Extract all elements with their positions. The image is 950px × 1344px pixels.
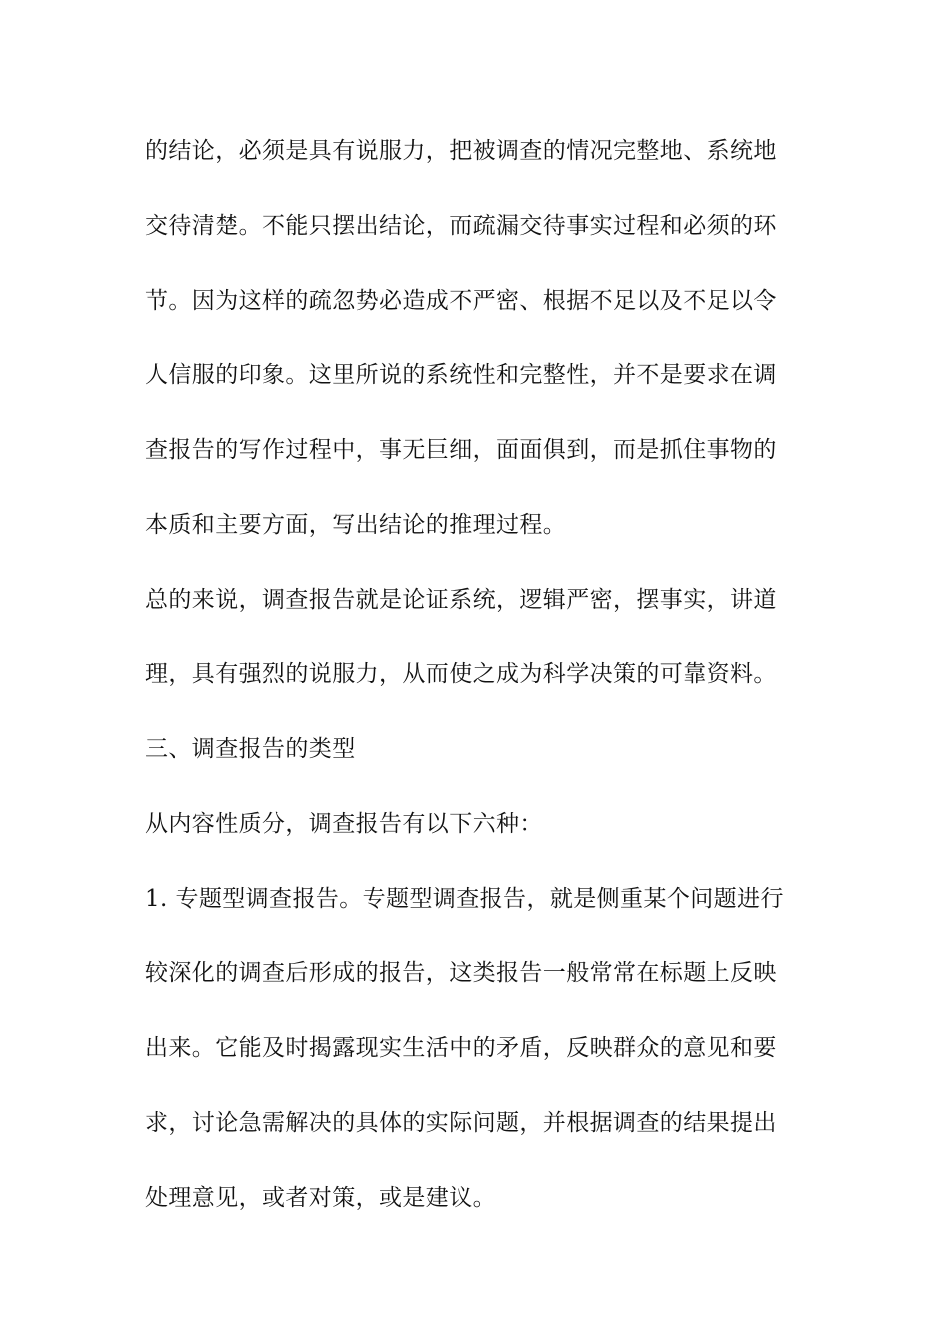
section-heading: 三、调查报告的类型 — [145, 736, 356, 762]
paragraph-line: 本质和主要方面，写出结论的推理过程。 — [145, 512, 567, 538]
paragraph-line: 人信服的印象。这里所说的系统性和完整性，并不是要求在调 — [145, 362, 777, 388]
list-item-line: 处理意见，或者对策，或是建议。 — [145, 1185, 496, 1211]
paragraph-line: 总的来说，调查报告就是论证系统，逻辑严密，摆事实，讲道 — [145, 587, 777, 613]
paragraph-line: 交待清楚。不能只摆出结论，而疏漏交待事实过程和必须的环 — [145, 213, 777, 239]
paragraph-line: 理，具有强烈的说服力，从而使之成为科学决策的可靠资料。 — [145, 661, 777, 687]
list-item-line: 求，讨论急需解决的具体的实际问题，并根据调查的结果提出 — [145, 1110, 777, 1136]
paragraph-line: 从内容性质分，调查报告有以下六种： — [145, 811, 543, 837]
paragraph-line: 查报告的写作过程中，事无巨细，面面俱到，而是抓住事物的 — [145, 437, 777, 463]
list-item-line: 出来。它能及时揭露现实生活中的矛盾，反映群众的意见和要 — [145, 1035, 777, 1061]
list-item-line: 较深化的调查后形成的报告，这类报告一般常常在标题上反映 — [145, 960, 777, 986]
paragraph-line: 节。因为这样的疏忽势必造成不严密、根据不足以及不足以令 — [145, 288, 777, 314]
list-item-line: 1. 专题型调查报告。专题型调查报告，就是侧重某个问题进行 — [145, 886, 784, 912]
paragraph-line: 的结论，必须是具有说服力，把被调查的情况完整地、系统地 — [145, 138, 777, 164]
